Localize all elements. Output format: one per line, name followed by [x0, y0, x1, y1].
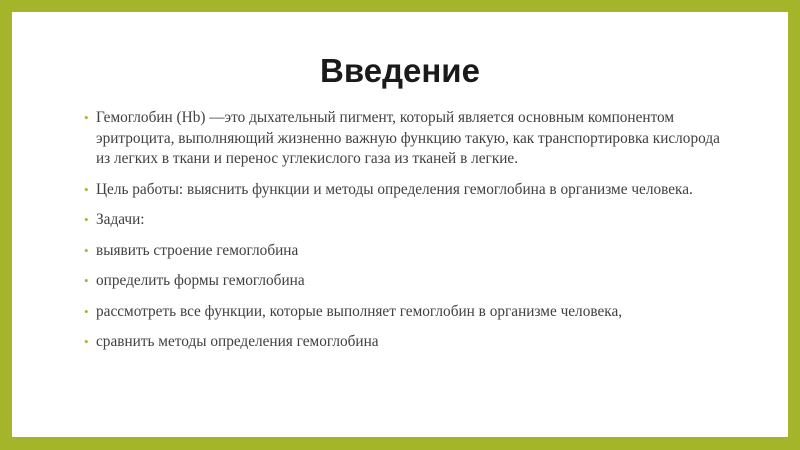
bullet-dot-icon: •: [84, 273, 89, 288]
bullet-item: [84, 332, 724, 353]
bullet-text: Цель работы: выяснить функции и методы определения гемоглобина в организме человека.: [96, 180, 693, 198]
bullet-text: Задачи:: [96, 211, 145, 228]
bullet-item: [84, 271, 724, 292]
bullet-list: [84, 108, 724, 353]
bullet-text: сравнить методы определения гемоглобина: [96, 333, 379, 350]
bullet-dot-icon: •: [84, 242, 89, 258]
bullet-item: [84, 180, 724, 201]
bullet-text: Гемоглобин (Hb) —это дыхательный пигмент, который является основным компонентом эритроцита, выполняющий жизненно важную функцию такую, как транспортировка кислорода из легких в ткани и перенос углекислого газа из тканей в легкие.: [96, 109, 720, 167]
bullet-dot-icon: •: [84, 181, 89, 197]
bullet-dot-icon: •: [84, 212, 89, 227]
bullet-text: рассмотреть все функции, которые выполняет гемоглобин в организме человека,: [96, 302, 623, 320]
bullet-item: [84, 210, 724, 231]
bullet-dot-icon: •: [84, 303, 89, 319]
bullet-item: [84, 108, 724, 170]
bullet-text: выявить строение гемоглобина: [96, 241, 299, 259]
bullet-dot-icon: •: [84, 334, 89, 349]
bullet-text: определить формы гемоглобина: [96, 272, 305, 289]
slide: [12, 12, 788, 437]
bullet-item: [84, 241, 724, 262]
bullet-dot-icon: •: [84, 110, 89, 125]
slide-title: Введение: [320, 52, 480, 89]
bullet-item: [84, 302, 724, 323]
